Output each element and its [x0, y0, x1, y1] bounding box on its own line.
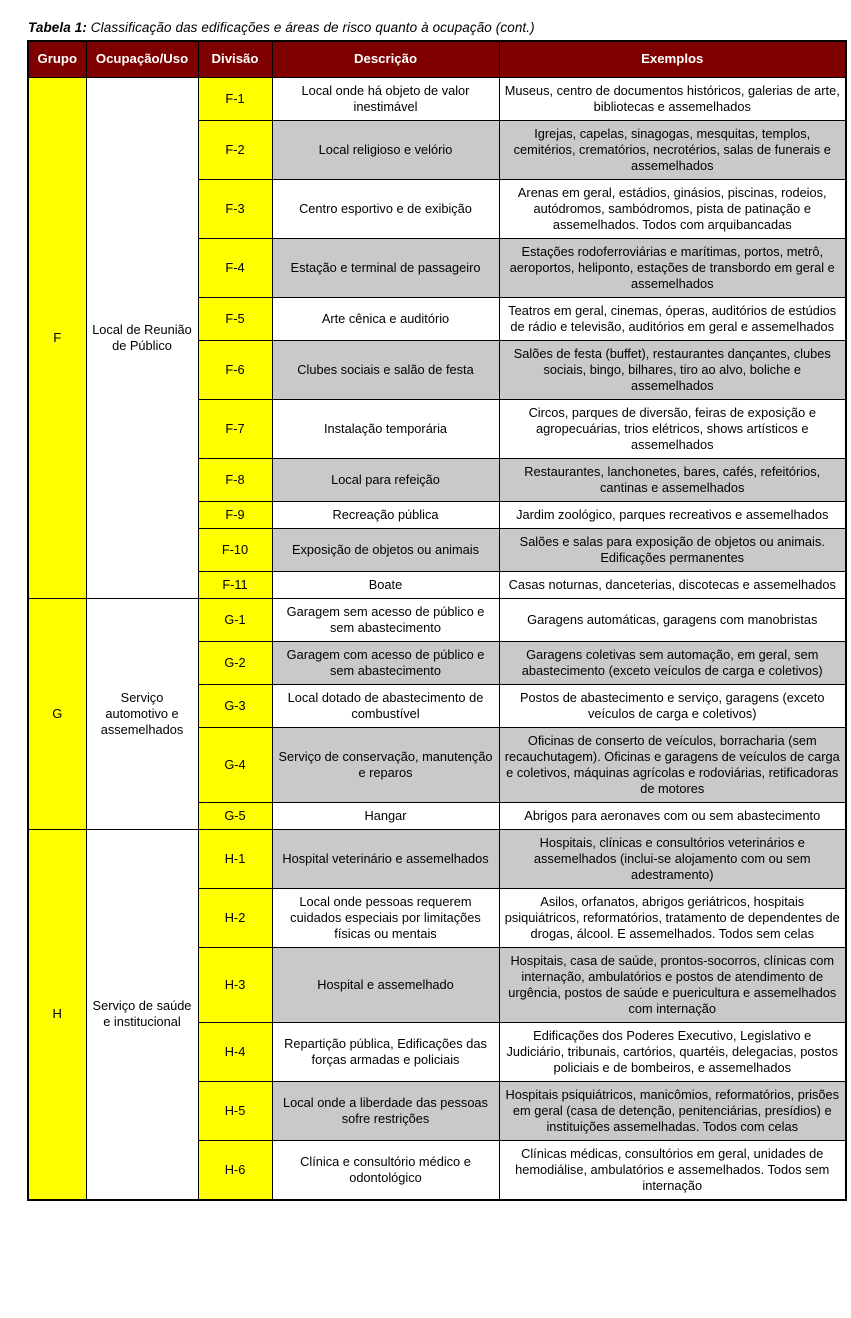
- description-cell-h-2: Local onde pessoas requerem cuidados especiais por limitações físicas ou mentais: [272, 888, 499, 947]
- examples-cell-f-3: Arenas em geral, estádios, ginásios, piscinas, rodeios, autódromos, sambódromos, pista de patinação e assemelhados. Todos com arquibancadas: [499, 179, 846, 238]
- division-cell-f-7: F-7: [198, 399, 272, 458]
- examples-cell-g-2: Garagens coletivas sem automação, em geral, sem abastecimento (exceto veículos de carga e coletivos): [499, 641, 846, 684]
- description-cell-f-1: Local onde há objeto de valor inestimável: [272, 77, 499, 120]
- column-header-grupo: Grupo: [28, 41, 86, 77]
- examples-cell-f-10: Salões e salas para exposição de objetos ou animais. Edificações permanentes: [499, 528, 846, 571]
- examples-cell-f-5: Teatros em geral, cinemas, óperas, auditórios de estúdios de rádio e televisão, auditórios em geral e assemelhados: [499, 297, 846, 340]
- description-cell-h-1: Hospital veterinário e assemelhados: [272, 829, 499, 888]
- examples-cell-f-2: Igrejas, capelas, sinagogas, mesquitas, templos, cemitérios, crematórios, necrotérios, salas de funerais e assemelhados: [499, 120, 846, 179]
- table-caption: [28, 20, 845, 35]
- description-cell-g-4: Serviço de conservação, manutenção e reparos: [272, 727, 499, 802]
- division-cell-h-6: H-6: [198, 1140, 272, 1200]
- examples-cell-f-11: Casas noturnas, danceterias, discotecas e assemelhados: [499, 571, 846, 598]
- table-row-f-1: [28, 77, 846, 120]
- examples-cell-h-3: Hospitais, casa de saúde, prontos-socorros, clínicas com internação, ambulatórios e postos de atendimento de urgência, postos de saúde e puericultura e assemelhados com internação: [499, 947, 846, 1022]
- column-header-exemplos: Exemplos: [499, 41, 846, 77]
- occupation-cell-f: Local de Reunião de Público: [86, 77, 198, 598]
- division-cell-f-6: F-6: [198, 340, 272, 399]
- division-cell-f-5: F-5: [198, 297, 272, 340]
- column-header-divis-o: Divisão: [198, 41, 272, 77]
- table-body: [28, 77, 846, 1200]
- examples-cell-h-4: Edificações dos Poderes Executivo, Legislativo e Judiciário, tribunais, cartórios, quartéis, delegacias, postos policiais e de bombeiros, e assemelhados: [499, 1022, 846, 1081]
- description-cell-h-6: Clínica e consultório médico e odontológico: [272, 1140, 499, 1200]
- column-header-ocupa-o-uso: Ocupação/Uso: [86, 41, 198, 77]
- division-cell-f-8: F-8: [198, 458, 272, 501]
- division-cell-g-2: G-2: [198, 641, 272, 684]
- description-cell-h-4: Repartição pública, Edificações das forças armadas e policiais: [272, 1022, 499, 1081]
- description-cell-f-8: Local para refeição: [272, 458, 499, 501]
- table-caption-label: Tabela 1:: [28, 20, 87, 35]
- division-cell-h-4: H-4: [198, 1022, 272, 1081]
- division-cell-h-5: H-5: [198, 1081, 272, 1140]
- division-cell-h-3: H-3: [198, 947, 272, 1022]
- division-cell-f-9: F-9: [198, 501, 272, 528]
- examples-cell-f-7: Circos, parques de diversão, feiras de exposição e agropecuárias, trios elétricos, shows artísticos e assemelhados: [499, 399, 846, 458]
- description-cell-f-11: Boate: [272, 571, 499, 598]
- table-row-g-1: [28, 598, 846, 641]
- examples-cell-h-1: Hospitais, clínicas e consultórios veterinários e assemelhados (inclui-se alojamento com ou sem adestramento): [499, 829, 846, 888]
- occupation-cell-g: Serviço automotivo e assemelhados: [86, 598, 198, 829]
- description-cell-f-4: Estação e terminal de passageiro: [272, 238, 499, 297]
- examples-cell-g-5: Abrigos para aeronaves com ou sem abastecimento: [499, 802, 846, 829]
- group-cell-f: F: [28, 77, 86, 598]
- examples-cell-h-2: Asilos, orfanatos, abrigos geriátricos, hospitais psiquiátricos, reformatórios, tratamento de dependentes de drogas, álcool. E assemelhados. Todos sem celas: [499, 888, 846, 947]
- examples-cell-f-9: Jardim zoológico, parques recreativos e assemelhados: [499, 501, 846, 528]
- description-cell-f-6: Clubes sociais e salão de festa: [272, 340, 499, 399]
- description-cell-f-3: Centro esportivo e de exibição: [272, 179, 499, 238]
- examples-cell-f-4: Estações rodoferroviárias e marítimas, portos, metrô, aeroportos, heliponto, estações de transbordo em geral e assemelhados: [499, 238, 846, 297]
- division-cell-g-1: G-1: [198, 598, 272, 641]
- examples-cell-f-1: Museus, centro de documentos históricos, galerias de arte, bibliotecas e assemelhados: [499, 77, 846, 120]
- description-cell-g-5: Hangar: [272, 802, 499, 829]
- division-cell-g-4: G-4: [198, 727, 272, 802]
- description-cell-g-2: Garagem com acesso de público e sem abastecimento: [272, 641, 499, 684]
- description-cell-f-5: Arte cênica e auditório: [272, 297, 499, 340]
- table-header: [28, 41, 846, 77]
- division-cell-g-5: G-5: [198, 802, 272, 829]
- description-cell-f-7: Instalação temporária: [272, 399, 499, 458]
- table-row-h-1: [28, 829, 846, 888]
- division-cell-h-1: H-1: [198, 829, 272, 888]
- table-caption-text: Classificação das edificações e áreas de risco quanto à ocupação (cont.): [90, 20, 535, 35]
- examples-cell-g-1: Garagens automáticas, garagens com manobristas: [499, 598, 846, 641]
- division-cell-f-4: F-4: [198, 238, 272, 297]
- examples-cell-f-8: Restaurantes, lanchonetes, bares, cafés, refeitórios, cantinas e assemelhados: [499, 458, 846, 501]
- division-cell-f-10: F-10: [198, 528, 272, 571]
- examples-cell-h-6: Clínicas médicas, consultórios em geral, unidades de hemodiálise, ambulatórios e assemelhados. Todos sem internação: [499, 1140, 846, 1200]
- classification-table: [27, 40, 847, 1201]
- description-cell-g-3: Local dotado de abastecimento de combustível: [272, 684, 499, 727]
- division-cell-g-3: G-3: [198, 684, 272, 727]
- description-cell-h-3: Hospital e assemelhado: [272, 947, 499, 1022]
- column-header-descri-o: Descrição: [272, 41, 499, 77]
- group-cell-h: H: [28, 829, 86, 1200]
- description-cell-f-10: Exposição de objetos ou animais: [272, 528, 499, 571]
- division-cell-f-3: F-3: [198, 179, 272, 238]
- examples-cell-g-3: Postos de abastecimento e serviço, garagens (exceto veículos de carga e coletivos): [499, 684, 846, 727]
- examples-cell-h-5: Hospitais psiquiátricos, manicômios, reformatórios, prisões em geral (casa de detenção, penitenciárias, presídios) e instituições assemelhadas. Todos com celas: [499, 1081, 846, 1140]
- examples-cell-g-4: Oficinas de conserto de veículos, borracharia (sem recauchutagem). Oficinas e garagens de veículos de carga e coletivos, máquinas agrícolas e rodoviárias, retificadoras de motores: [499, 727, 846, 802]
- table-header-row: [28, 41, 846, 77]
- division-cell-f-1: F-1: [198, 77, 272, 120]
- group-cell-g: G: [28, 598, 86, 829]
- division-cell-f-11: F-11: [198, 571, 272, 598]
- description-cell-f-2: Local religioso e velório: [272, 120, 499, 179]
- description-cell-f-9: Recreação pública: [272, 501, 499, 528]
- description-cell-g-1: Garagem sem acesso de público e sem abastecimento: [272, 598, 499, 641]
- description-cell-h-5: Local onde a liberdade das pessoas sofre restrições: [272, 1081, 499, 1140]
- division-cell-f-2: F-2: [198, 120, 272, 179]
- examples-cell-f-6: Salões de festa (buffet), restaurantes dançantes, clubes sociais, bingo, bilhares, tiro ao alvo, boliche e assemelhados: [499, 340, 846, 399]
- occupation-cell-h: Serviço de saúde e institucional: [86, 829, 198, 1200]
- division-cell-h-2: H-2: [198, 888, 272, 947]
